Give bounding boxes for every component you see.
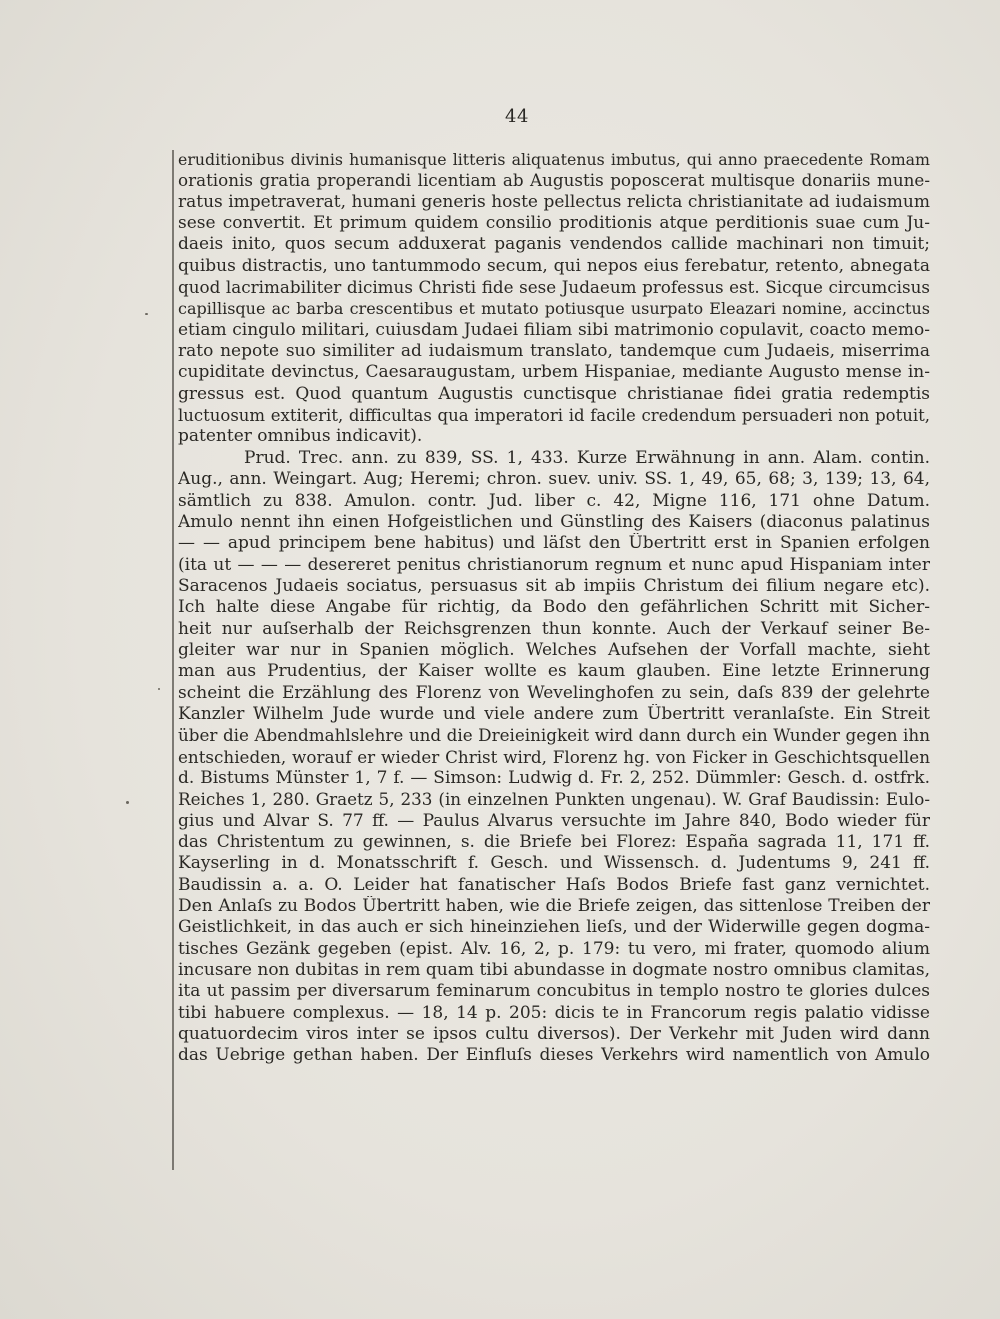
text-line: gleiter war nur in Spanien möglich. Welches Aufsehen der Vorfall machte, sieht — [178, 639, 930, 660]
paper-speck — [158, 688, 160, 690]
text-line: incusare non dubitas in rem quam tibi abundasse in dogmate nostro omnibus clamitas, — [178, 960, 930, 981]
text-line: tisches Gezänk gegeben (epist. Alv. 16, 2, p. 179: tu vero, mi frater, quomodo alium — [178, 938, 930, 959]
text-line: ita ut passim per diversarum feminarum concubitus in templo nostro te glories dulces — [178, 981, 930, 1002]
body-text — [178, 149, 930, 1067]
text-line: Amulo nennt ihn einen Hofgeistlichen und Günstling des Kaisers (diaconus palatinus — [178, 511, 930, 532]
text-line: Reiches 1, 280. Graetz 5, 233 (in einzelnen Punkten ungenau). W. Graf Baudissin: Eulo- — [178, 789, 930, 810]
text-line: über die Abendmahlslehre und die Dreieinigkeit wird dann durch ein Wunder gegen ihn — [178, 725, 930, 746]
text-line: Ich halte diese Angabe für richtig, da Bodo den gefährlichen Schritt mit Sicher- — [178, 597, 930, 618]
margin-rule — [172, 150, 174, 1170]
text-line: sämtlich zu 838. Amulon. contr. Jud. liber c. 42, Migne 116, 171 ohne Datum. — [178, 490, 930, 511]
text-line: cupiditate devinctus, Caesaraugustam, urbem Hispaniae, mediante Augusto mense in- — [178, 362, 930, 383]
text-line: entschieden, worauf er wieder Christ wird, Florenz hg. von Ficker in Geschichtsquellen — [178, 746, 930, 767]
paper-speck — [145, 313, 148, 315]
text-line: etiam cingulo militari, cuiusdam Judaei filiam sibi matrimonio copulavit, coacto memo- — [178, 319, 930, 340]
text-line: Prud. Trec. ann. zu 839, SS. 1, 433. Kurze Erwähnung in ann. Alam. contin. — [244, 447, 930, 468]
text-line: gius und Alvar S. 77 ff. — Paulus Alvarus versuchte im Jahre 840, Bodo wieder für — [178, 810, 930, 831]
text-line: luctuosum extiterit, difficultas qua imperatori id facile credendum persuaderi non potuit, — [178, 406, 930, 426]
text-line: Baudissin a. a. O. Leider hat fanatischer Haſs Bodos Briefe fast ganz vernichtet. — [178, 874, 930, 895]
text-line: scheint die Erzählung des Florenz von Wevelinghofen zu sein, daſs 839 der gelehrte — [178, 682, 930, 703]
page-number: 44 — [505, 106, 529, 127]
text-line: rato nepote suo similiter ad iudaismum translato, tandemque cum Judaeis, miserrima — [178, 341, 930, 362]
text-line: Saracenos Judaeis sociatus, persuasus sit ab impiis Christum dei filium negare etc). — [178, 575, 930, 596]
text-line: heit nur auſserhalb der Reichsgrenzen thun konnte. Auch der Verkauf seiner Be- — [178, 618, 930, 639]
text-line: Den Anlaſs zu Bodos Übertritt haben, wie die Briefe zeigen, das sittenlose Treiben der — [178, 896, 930, 917]
text-line: das Uebrige gethan haben. Der Einfluſs dieses Verkehrs wird namentlich von Amulo — [178, 1045, 930, 1066]
text-line: Kayserling in d. Monatsschrift f. Gesch. und Wissensch. d. Judentums 9, 241 ff. — [178, 853, 930, 874]
text-line: patenter omnibus indicavit). — [178, 426, 423, 447]
text-line: Geistlichkeit, in das auch er sich hineinziehen lieſs, und der Widerwille gegen dogma- — [178, 917, 930, 938]
text-line: capillisque ac barba crescentibus et mutato potiusque usurpato Eleazari nomine, accinctus — [178, 299, 930, 319]
text-line: sese convertit. Et primum quidem consilio proditionis atque perditionis suae cum Ju- — [178, 213, 930, 234]
text-line: (ita ut — — — desereret penitus christianorum regnum et nunc apud Hispaniam inter — [178, 554, 930, 575]
text-line: gressus est. Quod quantum Augustis cunctisque christianae fidei gratia redemptis — [178, 383, 930, 404]
text-line: quibus distractis, uno tantummodo secum, qui nepos eius ferebatur, retento, abnegata — [178, 255, 930, 276]
text-line: — — apud principem bene habitus) und läſst den Übertritt erst in Spanien erfolgen — [178, 533, 930, 554]
text-line: man aus Prudentius, der Kaiser wollte es kaum glauben. Eine letzte Erinnerung — [178, 661, 930, 682]
text-line: Kanzler Wilhelm Jude wurde und viele andere zum Übertritt veranlaſste. Ein Streit — [178, 703, 930, 724]
text-line: d. Bistums Münster 1, 7 f. — Simson: Ludwig d. Fr. 2, 252. Dümmler: Gesch. d. ostfrk. — [178, 767, 930, 788]
text-line: orationis gratia properandi licentiam ab Augustis poposcerat multisque donariis mune- — [178, 170, 930, 191]
text-line: quod lacrimabiliter dicimus Christi fide sese Judaeum professus est. Sicque circumcisus — [178, 277, 930, 298]
text-line: eruditionibus divinis humanisque litteris aliquatenus imbutus, qui anno praecedente Romam — [178, 150, 930, 169]
text-line: ratus impetraverat, humani generis hoste pellectus relicta christianitate ad iudaismum — [178, 191, 930, 212]
text-line: daeis inito, quos secum adduxerat paganis vendendos callide machinari non timuit; — [178, 234, 930, 255]
text-line: Aug., ann. Weingart. Aug; Heremi; chron. suev. univ. SS. 1, 49, 65, 68; 3, 139; 13, 64, — [178, 469, 930, 490]
text-line: das Christentum zu gewinnen, s. die Briefe bei Florez: España sagrada 11, 171 ff. — [178, 832, 930, 852]
text-line: tibi habuere complexus. — 18, 14 p. 205: dicis te in Francorum regis palatio vidisse — [178, 1002, 930, 1023]
paper-speck — [126, 801, 129, 804]
text-line: quatuordecim viros inter se ipsos cultu diversos). Der Verkehr mit Juden wird dann — [178, 1024, 930, 1045]
